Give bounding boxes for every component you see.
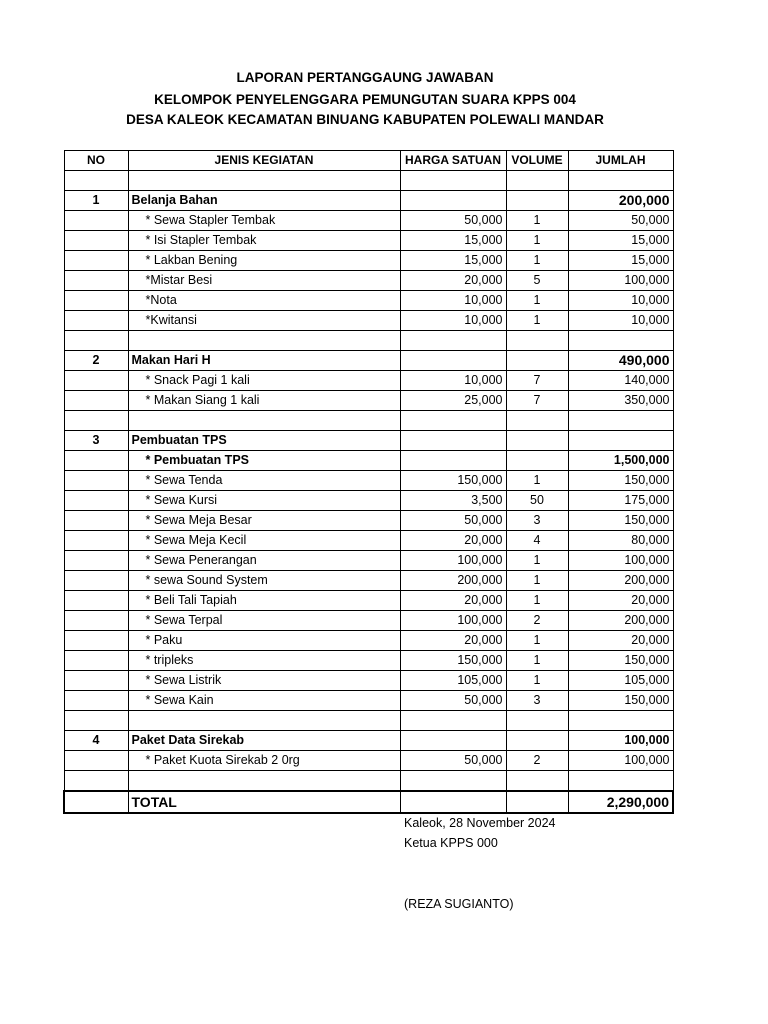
table-header-row — [64, 151, 673, 171]
cell-item-label: * tripleks — [128, 651, 400, 671]
cell-subgroup-label: * Pembuatan TPS — [128, 451, 400, 471]
cell-harga: 105,000 — [400, 671, 506, 691]
item-row — [64, 491, 673, 511]
total-jumlah: 2,290,000 — [568, 791, 673, 813]
cell-no — [64, 211, 128, 231]
subgroup-row — [64, 451, 673, 471]
cell-jumlah: 200,000 — [568, 571, 673, 591]
cell-item-label: * Sewa Listrik — [128, 671, 400, 691]
cell-jumlah — [568, 331, 673, 351]
cell-jenis — [128, 171, 400, 191]
cell-harga — [400, 411, 506, 431]
item-row — [64, 471, 673, 491]
cell-volume — [506, 771, 568, 792]
cell-harga: 10,000 — [400, 311, 506, 331]
cell-no — [64, 531, 128, 551]
cell-volume: 7 — [506, 391, 568, 411]
cell-harga: 200,000 — [400, 571, 506, 591]
cell-jumlah: 20,000 — [568, 591, 673, 611]
cell-harga: 15,000 — [400, 251, 506, 271]
cell-item-label: * Sewa Terpal — [128, 611, 400, 631]
cell-no — [64, 631, 128, 651]
cell-volume: 1 — [506, 251, 568, 271]
item-row — [64, 531, 673, 551]
cell-no — [64, 451, 128, 471]
item-row — [64, 591, 673, 611]
item-row — [64, 231, 673, 251]
cell-no — [64, 651, 128, 671]
cell-jumlah — [568, 411, 673, 431]
cell-no — [64, 471, 128, 491]
blank-row — [64, 711, 673, 731]
cell-no: 1 — [64, 191, 128, 211]
cell-harga — [400, 791, 506, 813]
cell-harga: 15,000 — [400, 231, 506, 251]
cell-harga — [400, 711, 506, 731]
cell-harga: 3,500 — [400, 491, 506, 511]
cell-no — [64, 411, 128, 431]
item-row — [64, 511, 673, 531]
cell-harga: 10,000 — [400, 371, 506, 391]
cell-item-label: * Snack Pagi 1 kali — [128, 371, 400, 391]
cell-volume: 1 — [506, 211, 568, 231]
cell-group-jumlah: 490,000 — [568, 351, 673, 371]
cell-harga: 25,000 — [400, 391, 506, 411]
total-label: TOTAL — [128, 791, 400, 813]
cell-harga: 50,000 — [400, 751, 506, 771]
item-row — [64, 691, 673, 711]
cell-jumlah: 200,000 — [568, 611, 673, 631]
cell-item-label: * Lakban Bening — [128, 251, 400, 271]
cell-item-label: * Sewa Kursi — [128, 491, 400, 511]
cell-harga — [400, 191, 506, 211]
col-header-harga-satuan: HARGA SATUAN — [400, 151, 506, 171]
cell-item-label: * Beli Tali Tapiah — [128, 591, 400, 611]
cell-no — [64, 311, 128, 331]
cell-item-label: *Kwitansi — [128, 311, 400, 331]
table-body — [64, 171, 673, 814]
cell-volume — [506, 411, 568, 431]
cell-item-label: * Sewa Meja Besar — [128, 511, 400, 531]
cell-harga — [400, 731, 506, 751]
cell-jenis — [128, 331, 400, 351]
cell-volume: 1 — [506, 571, 568, 591]
cell-harga — [400, 431, 506, 451]
cell-jumlah: 150,000 — [568, 511, 673, 531]
report-title-line-1: LAPORAN PERTANGGAUNG JAWABAN — [236, 70, 494, 85]
cell-jumlah — [568, 171, 673, 191]
cell-volume: 1 — [506, 631, 568, 651]
total-row — [64, 791, 673, 813]
item-row — [64, 671, 673, 691]
cell-no — [64, 611, 128, 631]
cell-jumlah: 100,000 — [568, 751, 673, 771]
cell-harga: 100,000 — [400, 551, 506, 571]
cell-jumlah: 140,000 — [568, 371, 673, 391]
blank-row — [64, 171, 673, 191]
cell-no: 2 — [64, 351, 128, 371]
cell-no — [64, 691, 128, 711]
cell-no: 4 — [64, 731, 128, 751]
cell-volume — [506, 731, 568, 751]
blank-row — [64, 411, 673, 431]
cell-harga: 20,000 — [400, 271, 506, 291]
cell-volume: 1 — [506, 551, 568, 571]
cell-harga — [400, 451, 506, 471]
cell-group-jumlah: 100,000 — [568, 731, 673, 751]
cell-jenis — [128, 771, 400, 792]
cell-item-label: * Sewa Stapler Tembak — [128, 211, 400, 231]
cell-volume: 4 — [506, 531, 568, 551]
group-row — [64, 431, 673, 451]
expense-table — [63, 150, 674, 814]
cell-no — [64, 371, 128, 391]
cell-jumlah: 105,000 — [568, 671, 673, 691]
cell-jumlah — [568, 771, 673, 792]
cell-harga: 50,000 — [400, 211, 506, 231]
cell-no — [64, 391, 128, 411]
cell-volume: 5 — [506, 271, 568, 291]
cell-item-label: * Makan Siang 1 kali — [128, 391, 400, 411]
cell-harga: 20,000 — [400, 631, 506, 651]
cell-no — [64, 251, 128, 271]
cell-item-label: * Sewa Penerangan — [128, 551, 400, 571]
cell-harga: 20,000 — [400, 591, 506, 611]
col-header-jumlah: JUMLAH — [568, 151, 673, 171]
cell-item-label: *Mistar Besi — [128, 271, 400, 291]
col-header-volume: VOLUME — [506, 151, 568, 171]
cell-no — [64, 491, 128, 511]
cell-jumlah: 150,000 — [568, 651, 673, 671]
cell-jumlah: 10,000 — [568, 311, 673, 331]
cell-group-label: Pembuatan TPS — [128, 431, 400, 451]
cell-group-jumlah — [568, 431, 673, 451]
report-title-line-2: KELOMPOK PENYELENGGARA PEMUNGUTAN SUARA KPPS 004 — [154, 92, 576, 107]
cell-jumlah: 20,000 — [568, 631, 673, 651]
cell-jumlah: 15,000 — [568, 231, 673, 251]
item-row — [64, 551, 673, 571]
cell-harga: 100,000 — [400, 611, 506, 631]
cell-volume — [506, 791, 568, 813]
item-row — [64, 611, 673, 631]
item-row — [64, 651, 673, 671]
cell-no — [64, 231, 128, 251]
cell-jumlah: 100,000 — [568, 271, 673, 291]
cell-harga: 50,000 — [400, 511, 506, 531]
cell-item-label: * Sewa Meja Kecil — [128, 531, 400, 551]
blank-row — [64, 331, 673, 351]
col-header-no: NO — [64, 151, 128, 171]
signature-place-date: Kaleok, 28 November 2024 — [404, 816, 556, 830]
cell-harga: 10,000 — [400, 291, 506, 311]
cell-volume — [506, 191, 568, 211]
item-row — [64, 571, 673, 591]
cell-jumlah — [568, 711, 673, 731]
item-row — [64, 291, 673, 311]
cell-volume: 1 — [506, 231, 568, 251]
cell-jumlah: 100,000 — [568, 551, 673, 571]
group-row — [64, 731, 673, 751]
cell-harga: 20,000 — [400, 531, 506, 551]
cell-volume — [506, 711, 568, 731]
item-row — [64, 391, 673, 411]
item-row — [64, 251, 673, 271]
cell-volume — [506, 351, 568, 371]
cell-volume: 3 — [506, 691, 568, 711]
cell-volume: 1 — [506, 671, 568, 691]
cell-harga — [400, 771, 506, 792]
cell-volume: 3 — [506, 511, 568, 531]
cell-no — [64, 571, 128, 591]
item-row — [64, 311, 673, 331]
cell-volume — [506, 431, 568, 451]
cell-group-label: Paket Data Sirekab — [128, 731, 400, 751]
group-row — [64, 351, 673, 371]
cell-volume: 1 — [506, 311, 568, 331]
group-row — [64, 191, 673, 211]
cell-jumlah: 350,000 — [568, 391, 673, 411]
item-row — [64, 371, 673, 391]
cell-harga — [400, 331, 506, 351]
cell-harga: 50,000 — [400, 691, 506, 711]
cell-volume: 2 — [506, 611, 568, 631]
cell-volume: 1 — [506, 651, 568, 671]
cell-harga: 150,000 — [400, 651, 506, 671]
cell-jumlah: 15,000 — [568, 251, 673, 271]
item-row — [64, 211, 673, 231]
cell-volume — [506, 331, 568, 351]
cell-harga — [400, 351, 506, 371]
cell-jumlah: 150,000 — [568, 471, 673, 491]
cell-jumlah: 50,000 — [568, 211, 673, 231]
cell-item-label: * Paku — [128, 631, 400, 651]
signature-role: Ketua KPPS 000 — [404, 836, 498, 850]
cell-no: 3 — [64, 431, 128, 451]
cell-volume: 1 — [506, 591, 568, 611]
cell-no — [64, 591, 128, 611]
cell-no — [64, 751, 128, 771]
cell-no — [64, 771, 128, 792]
cell-jumlah: 10,000 — [568, 291, 673, 311]
blank-row — [64, 771, 673, 792]
cell-item-label: * Sewa Kain — [128, 691, 400, 711]
cell-subgroup-jumlah: 1,500,000 — [568, 451, 673, 471]
cell-harga: 150,000 — [400, 471, 506, 491]
cell-jumlah: 175,000 — [568, 491, 673, 511]
cell-jumlah: 80,000 — [568, 531, 673, 551]
item-row — [64, 751, 673, 771]
cell-no — [64, 171, 128, 191]
cell-no — [64, 791, 128, 813]
cell-item-label: *Nota — [128, 291, 400, 311]
cell-item-label: * Paket Kuota Sirekab 2 0rg — [128, 751, 400, 771]
cell-no — [64, 551, 128, 571]
signature-name: (REZA SUGIANTO) — [404, 897, 514, 911]
item-row — [64, 271, 673, 291]
cell-item-label: * Isi Stapler Tembak — [128, 231, 400, 251]
cell-no — [64, 271, 128, 291]
cell-group-label: Belanja Bahan — [128, 191, 400, 211]
cell-no — [64, 331, 128, 351]
cell-item-label: * sewa Sound System — [128, 571, 400, 591]
cell-item-label: * Sewa Tenda — [128, 471, 400, 491]
cell-group-jumlah: 200,000 — [568, 191, 673, 211]
item-row — [64, 631, 673, 651]
col-header-jenis-kegiatan: JENIS KEGIATAN — [128, 151, 400, 171]
cell-jenis — [128, 411, 400, 431]
cell-jenis — [128, 711, 400, 731]
cell-volume: 50 — [506, 491, 568, 511]
cell-no — [64, 671, 128, 691]
cell-volume: 7 — [506, 371, 568, 391]
cell-volume — [506, 451, 568, 471]
report-title-line-3: DESA KALEOK KECAMATAN BINUANG KABUPATEN POLEWALI MANDAR — [126, 112, 604, 127]
cell-volume: 1 — [506, 291, 568, 311]
cell-volume: 2 — [506, 751, 568, 771]
cell-volume: 1 — [506, 471, 568, 491]
cell-no — [64, 511, 128, 531]
cell-jumlah: 150,000 — [568, 691, 673, 711]
cell-no — [64, 711, 128, 731]
cell-no — [64, 291, 128, 311]
cell-group-label: Makan Hari H — [128, 351, 400, 371]
cell-harga — [400, 171, 506, 191]
cell-volume — [506, 171, 568, 191]
